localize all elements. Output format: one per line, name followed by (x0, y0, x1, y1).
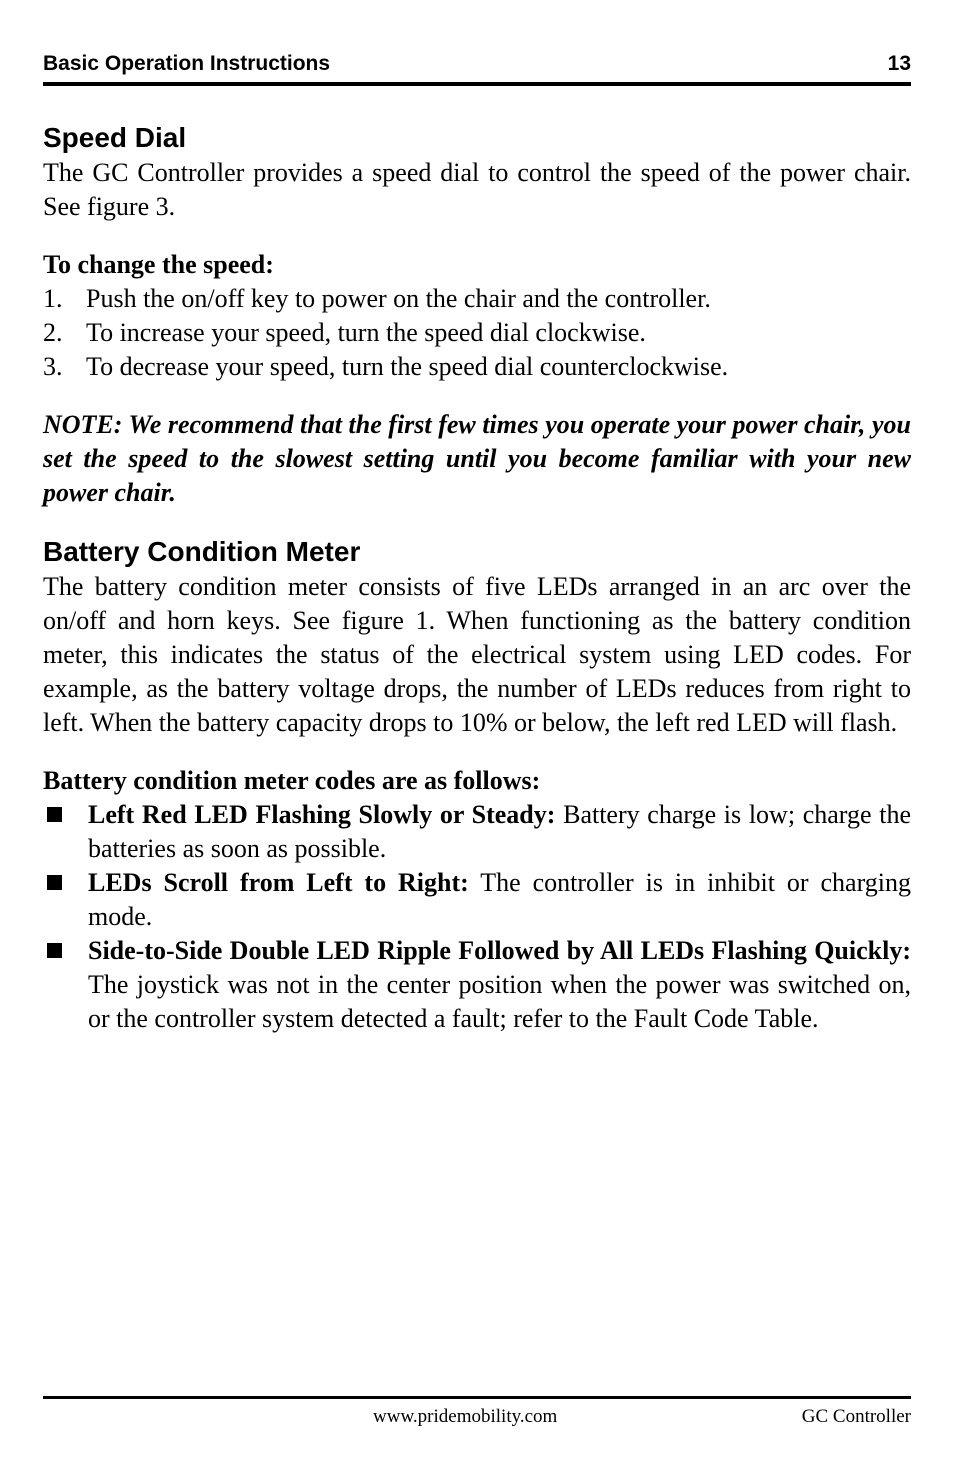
page-content (43, 120, 911, 1036)
bullet-square-icon (47, 943, 62, 958)
manual-page (43, 0, 911, 1475)
code-desc: Battery charge is low; charge the batteries as soon as possible. (88, 800, 911, 863)
footer-product: GC Controller (801, 1406, 911, 1427)
footer-website: www.pridemobility.com (373, 1406, 558, 1427)
header-divider (43, 82, 911, 86)
step-text: To decrease your speed, turn the speed dial counterclockwise. (86, 352, 729, 381)
battery-code-item (43, 866, 911, 934)
footer-divider (43, 1396, 911, 1399)
bullet-square-icon (47, 875, 62, 890)
battery-codes-heading: Battery condition meter codes are as follows: (43, 766, 541, 795)
battery-heading: Battery Condition Meter (43, 536, 361, 567)
page-header (43, 52, 911, 80)
step-text: Push the on/off key to power on the chair and the controller. (86, 284, 711, 313)
page-number: 13 (887, 52, 911, 75)
code-term: Left Red LED Flashing Slowly or Steady: (88, 800, 556, 829)
step-number: 3. (43, 352, 63, 381)
speed-dial-heading: Speed Dial (43, 122, 187, 153)
speed-steps-list (43, 282, 911, 384)
code-desc: The controller is in inhibit or charging mode. (88, 868, 911, 931)
speed-step (43, 350, 911, 384)
step-number: 1. (43, 284, 63, 313)
battery-code-item (43, 798, 911, 866)
code-desc: The joystick was not in the center position when the power was switched on, or the controller system detected a fault; refer to the Fault Code Table. (88, 970, 911, 1033)
step-text: To increase your speed, turn the speed dial clockwise. (86, 318, 646, 347)
code-term: LEDs Scroll from Left to Right: (88, 868, 469, 897)
speed-steps-heading: To change the speed: (43, 250, 274, 279)
section-title: Basic Operation Instructions (43, 52, 331, 75)
bullet-square-icon (47, 807, 62, 822)
speed-step (43, 316, 911, 350)
battery-code-item (43, 934, 911, 1036)
speed-step (43, 282, 911, 316)
battery-codes-list (43, 798, 911, 1036)
battery-intro: The battery condition meter consists of five LEDs arranged in an arc over the on/off and horn keys. See figure 1. When functioning as the battery condition meter, this indicates the status of the electrical system using LED codes. For example, as the battery voltage drops, the number of LEDs reduces from right to left. When the battery capacity drops to 10% or below, the left red LED will flash. (43, 572, 911, 737)
speed-dial-intro: The GC Controller provides a speed dial to control the speed of the power chair. See figure 3. (43, 158, 911, 221)
step-number: 2. (43, 318, 63, 347)
speed-note: NOTE: We recommend that the first few times you operate your power chair, you set the speed to the slowest setting until you become familiar with your new power chair. (43, 410, 911, 507)
code-term: Side-to-Side Double LED Ripple Followed by All LEDs Flashing Quickly: (88, 936, 911, 965)
